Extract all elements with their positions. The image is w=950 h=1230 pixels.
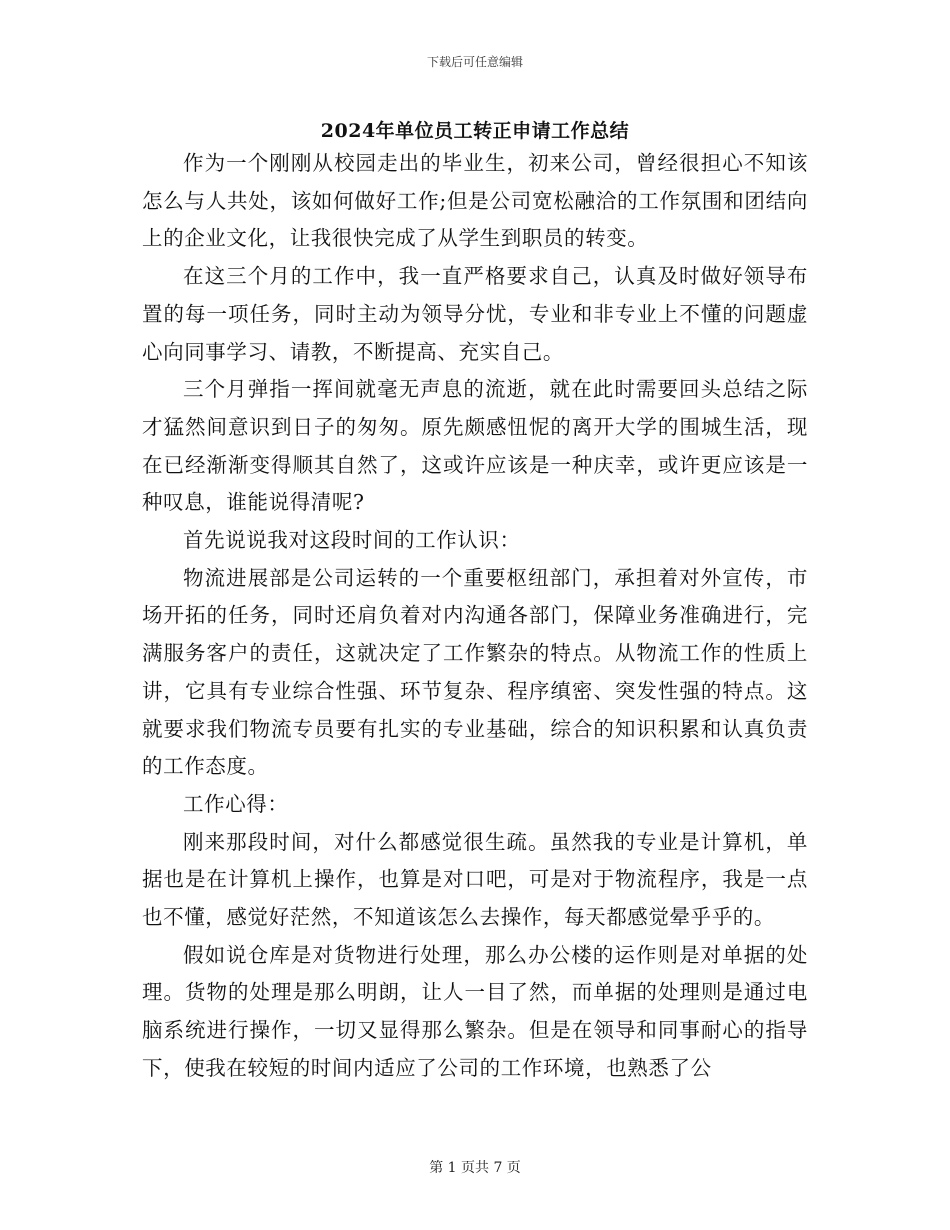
paragraph: 三个月弹指一挥间就毫无声息的流逝，就在此时需要回头总结之际才猛然间意识到日子的匆匆。原先颇感忸怩的离开大学的围城生活，现在已经渐渐变得顺其自然了，这或许应该是一种庆幸，或许更应该是一种叹息，谁能说得清呢? [142,377,808,515]
page-number: 第 1 页共 7 页 [429,1160,521,1176]
document-body [142,145,808,1088]
paragraph: 首先说说我对这段时间的工作认识： [183,528,521,553]
paragraph: 刚来那段时间，对什么都感觉很生疏。虽然我的专业是计算机，单据也是在计算机上操作，也算是对口吧，可是对于物流程序，我是一点也不懂，感觉好茫然，不知道该怎么去操作，每天都感觉晕乎乎的。 [142,829,808,930]
paragraph: 物流进展部是公司运转的一个重要枢纽部门，承担着对外宣传，市场开拓的任务，同时还肩负着对内沟通各部门，保障业务准确进行，完满服务客户的责任，这就决定了工作繁杂的特点。从物流工作的性质上讲，它具有专业综合性强、环节复杂、程序缜密、突发性强的特点。这就要求我们物流专员要有扎实的专业基础，综合的知识积累和认真负责的工作态度。 [142,565,808,779]
section-heading: 工作心得： [183,791,289,816]
document-title: 2024年单位员工转正申请工作总结 [320,120,630,142]
header-note: 下载后可任意编辑 [426,55,523,69]
paragraph: 在这三个月的工作中，我一直严格要求自己，认真及时做好领导布置的每一项任务，同时主动为领导分忧，专业和非专业上不懂的问题虚心向同事学习、请教，不断提高、充实自己。 [142,264,808,364]
paragraph: 假如说仓库是对货物进行处理，那么办公楼的运作则是对单据的处理。货物的处理是那么明朗，让人一目了然，而单据的处理则是通过电脑系统进行操作，一切又显得那么繁杂。但是在领导和同事耐心的指导下，使我在较短的时间内适应了公司的工作环境，也熟悉了公 [142,942,808,1080]
paragraph: 作为一个刚刚从校园走出的毕业生，初来公司，曾经很担心不知该怎么与人共处，该如何做好工作;但是公司宽松融洽的工作氛围和团结向上的企业文化，让我很快完成了从学生到职员的转变。 [142,151,808,251]
